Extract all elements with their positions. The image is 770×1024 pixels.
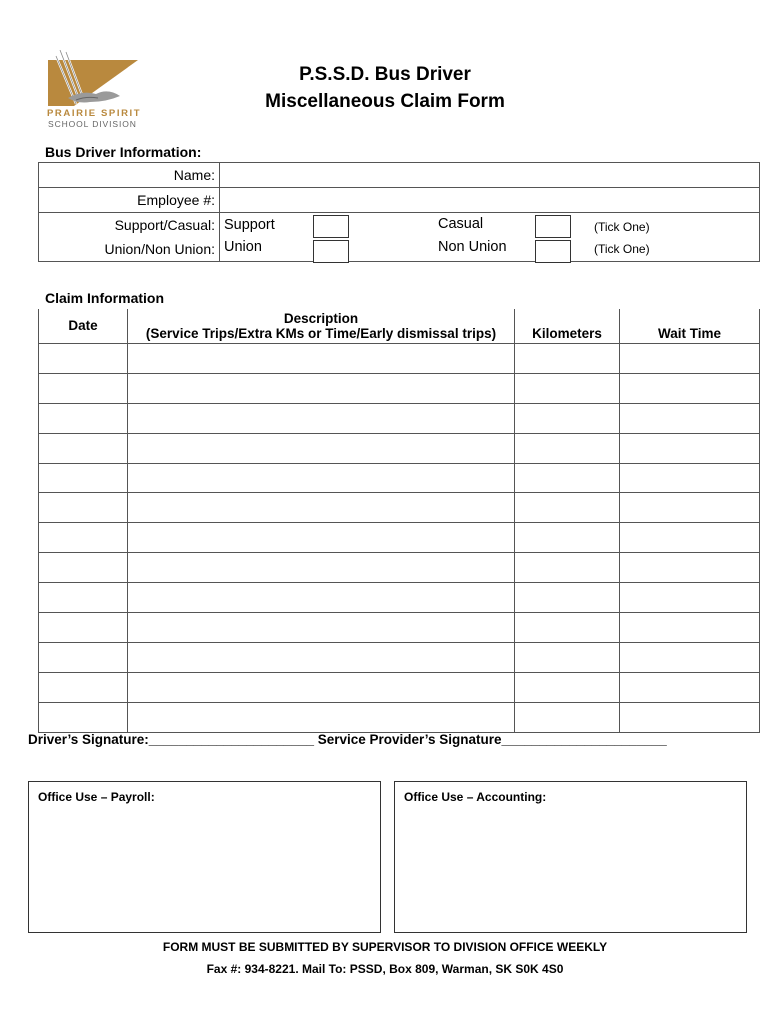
claim-row [39,642,760,672]
office-use-payroll-label: Office Use – Payroll: [38,790,155,804]
wait-time-cell[interactable] [620,344,760,374]
claim-row [39,493,760,523]
description-cell[interactable] [128,523,515,553]
logo-org-line1: PRAIRIE SPIRIT [47,108,142,119]
description-cell[interactable] [128,344,515,374]
claim-rows [39,344,760,733]
wait-time-cell[interactable] [620,493,760,523]
kilometers-cell[interactable] [515,702,620,732]
wait-time-cell[interactable] [620,523,760,553]
description-cell[interactable] [128,433,515,463]
date-cell[interactable] [39,553,128,583]
claim-row [39,702,760,732]
date-cell[interactable] [39,344,128,374]
description-cell[interactable] [128,642,515,672]
kilometers-cell[interactable] [515,583,620,613]
union-option-label: Union [224,239,262,255]
form-title-line1: P.S.S.D. Bus Driver [299,64,471,85]
form-title-line2: Miscellaneous Claim Form [265,91,505,112]
wait-time-cell[interactable] [620,672,760,702]
office-use-accounting-box[interactable] [394,781,747,933]
employee-number-field[interactable] [220,188,760,213]
support-option-label: Support [224,217,275,233]
date-cell[interactable] [39,523,128,553]
claim-row [39,433,760,463]
claim-row [39,463,760,493]
date-cell[interactable] [39,463,128,493]
wait-time-column-header: Wait Time [620,309,760,344]
claim-row [39,403,760,433]
kilometers-cell[interactable] [515,613,620,643]
wait-time-cell[interactable] [620,553,760,583]
support-casual-options [220,213,760,238]
date-column-header: Date [39,309,128,344]
kilometers-cell[interactable] [515,344,620,374]
wait-time-cell[interactable] [620,642,760,672]
claim-row [39,523,760,553]
description-cell[interactable] [128,583,515,613]
wait-time-cell[interactable] [620,583,760,613]
kilometers-cell[interactable] [515,373,620,403]
claim-table [38,309,760,733]
non-union-option-label: Non Union [438,239,507,255]
office-use-accounting-label: Office Use – Accounting: [404,790,547,804]
union-label: Union/Non Union: [39,237,220,262]
casual-option-label: Casual [438,216,484,232]
kilometers-cell[interactable] [515,642,620,672]
claim-row [39,344,760,374]
kilometers-column-header: Kilometers [515,309,620,344]
bus-driver-info-heading: Bus Driver Information: [45,144,202,160]
kilometers-cell[interactable] [515,553,620,583]
date-cell[interactable] [39,702,128,732]
support-checkbox[interactable] [313,215,349,238]
claim-info-heading: Claim Information [45,290,165,306]
description-column-header [128,309,515,344]
kilometers-cell[interactable] [515,433,620,463]
description-cell[interactable] [128,463,515,493]
wait-time-cell[interactable] [620,433,760,463]
description-cell[interactable] [128,493,515,523]
tick-one-note: (Tick One) [594,242,650,256]
date-cell[interactable] [39,373,128,403]
date-cell[interactable] [39,642,128,672]
office-use-payroll-box[interactable] [28,781,381,933]
driver-info-table [38,162,760,262]
claim-row [39,553,760,583]
non-union-checkbox[interactable] [535,240,571,263]
name-field[interactable] [220,163,760,188]
wait-time-cell[interactable] [620,463,760,493]
date-cell[interactable] [39,493,128,523]
kilometers-cell[interactable] [515,672,620,702]
signature-lines[interactable]: Driver’s Signature:______________________ Service Provider’s Signature______________________ [28,732,667,747]
description-cell[interactable] [128,613,515,643]
wait-time-cell[interactable] [620,373,760,403]
description-cell[interactable] [128,373,515,403]
date-cell[interactable] [39,672,128,702]
description-cell[interactable] [128,672,515,702]
description-cell[interactable] [128,702,515,732]
casual-checkbox[interactable] [535,215,571,238]
description-header-line2: (Service Trips/Extra KMs or Time/Early dismissal trips) [145,326,497,341]
date-cell[interactable] [39,583,128,613]
kilometers-cell[interactable] [515,403,620,433]
claim-row [39,583,760,613]
date-cell[interactable] [39,613,128,643]
union-checkbox[interactable] [313,240,349,263]
claim-row [39,613,760,643]
kilometers-cell[interactable] [515,463,620,493]
employee-number-label: Employee #: [39,188,220,213]
logo-org-line2: SCHOOL DIVISION [48,119,137,129]
footer-submission-note: FORM MUST BE SUBMITTED BY SUPERVISOR TO DIVISION OFFICE WEEKLY [162,940,608,954]
union-options [220,237,760,262]
date-cell[interactable] [39,403,128,433]
name-label: Name: [39,163,220,188]
claim-row [39,373,760,403]
footer-contact-info: Fax #: 934-8221. Mail To: PSSD, Box 809, Warman, SK S0K 4S0 [206,962,564,976]
description-cell[interactable] [128,553,515,583]
description-header-line1: Description [283,311,359,326]
wait-time-cell[interactable] [620,403,760,433]
kilometers-cell[interactable] [515,493,620,523]
support-casual-label: Support/Casual: [39,213,220,238]
tick-one-note: (Tick One) [594,220,650,234]
claim-row [39,672,760,702]
date-cell[interactable] [39,433,128,463]
description-cell[interactable] [128,403,515,433]
wait-time-cell[interactable] [620,613,760,643]
wait-time-cell[interactable] [620,702,760,732]
kilometers-cell[interactable] [515,523,620,553]
